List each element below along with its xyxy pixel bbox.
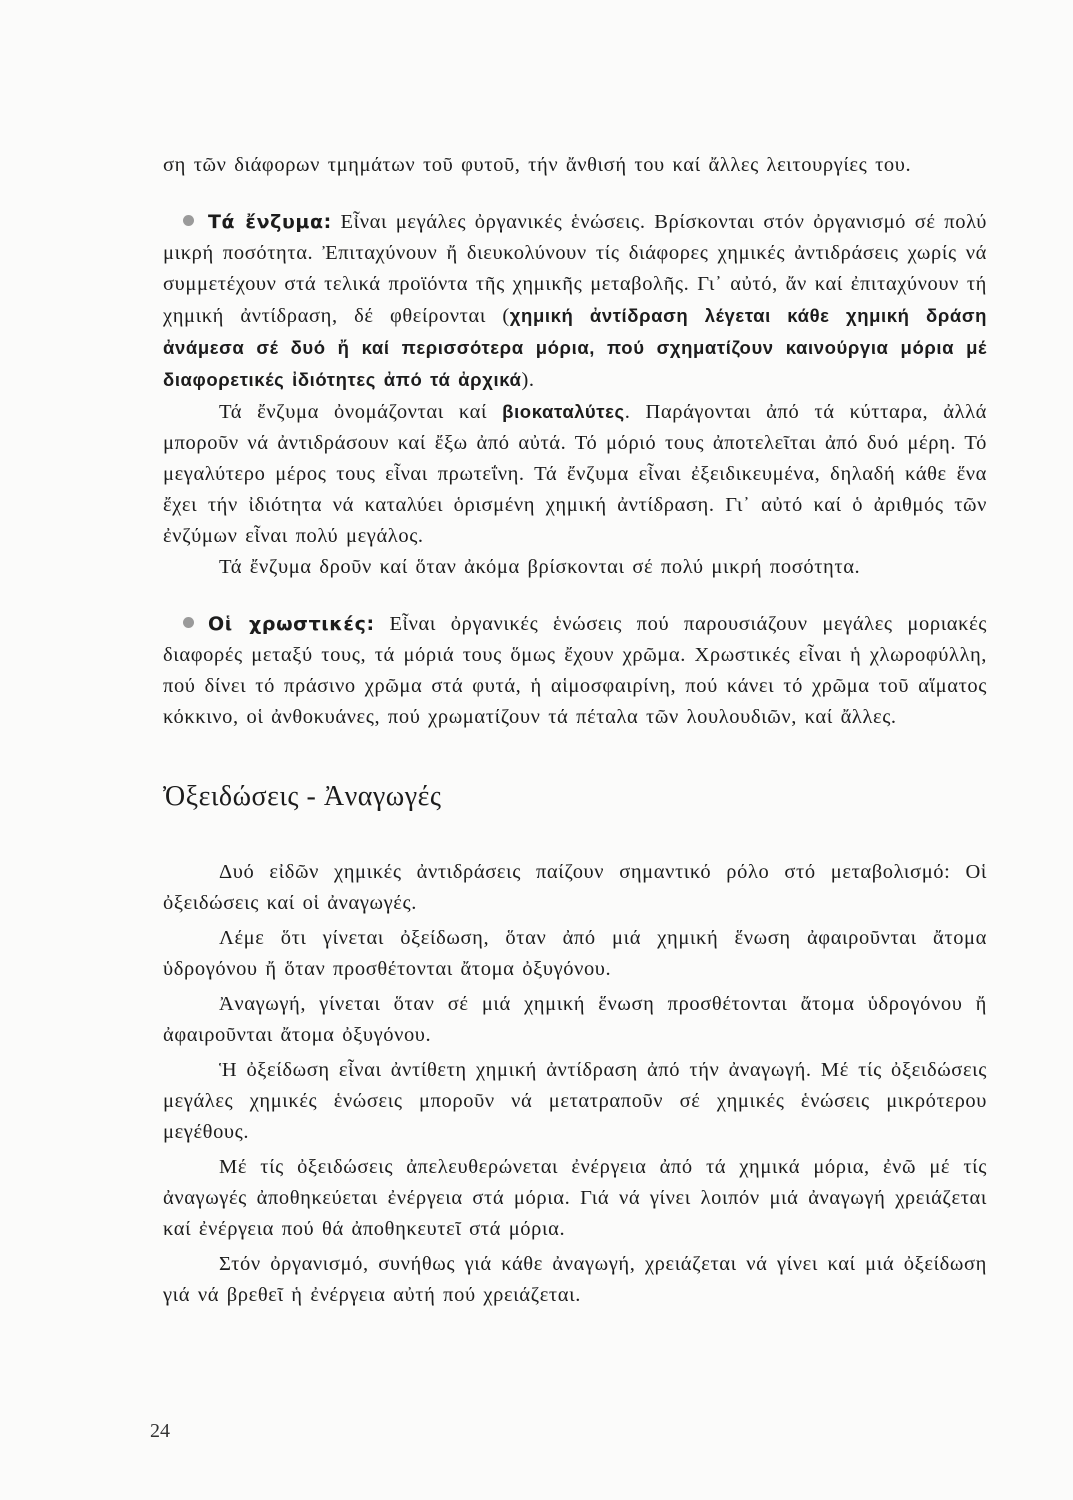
enzymes-paragraph-2: [163, 396, 987, 552]
enzymes-p2-start: Τά ἔνζυμα ὀνομάζονται καί: [219, 401, 503, 423]
section-paragraph-4: Ἡ ὀξείδωση εἶναι ἀντίθετη χημική ἀντίδραση ἀπό τήν ἀναγωγή. Μέ τίς ὀξειδώσεις μεγάλες χημικές ἑνώσεις μποροῦν νά μετατραποῦν σέ χημικές ἑνώσεις μικρότερου μεγέθους.: [163, 1059, 987, 1143]
section-paragraph-5: Μέ τίς ὀξειδώσεις ἀπελευθερώνεται ἐνέργεια ἀπό τά χημικά μόρια, ἐνῶ μέ τίς ἀναγωγές ἀποθηκεύεται ἐνέργεια στά μόρια. Γιά νά γίνει λοιπόν μιά ἀναγωγή χρειάζεται καί ἐνέργεια πού θά ἀποθηκευτεῖ στά μόρια.: [163, 1156, 987, 1240]
enzymes-term: Τά ἔνζυμα:: [208, 211, 332, 233]
enzymes-paragraph-3: Τά ἔνζυμα δροῦν καί ὅταν ἀκόμα βρίσκονται σέ πολύ μικρή ποσότητα.: [219, 556, 861, 578]
enzymes-intro: Εἶναι μεγάλες ὀργανικές ἑνώσεις. Βρίσκονται στόν ὀργανισμό σέ πολύ μικρή ποσότητα. Ἐπιταχύνουν ἤ διευκολύνουν τίς διάφορες χημικές ἀντιδράσεις χωρίς νά συμμετέχουν στά τελικά προϊόντα τῆς χημικῆς μεταβολῆς. Γι᾽ αὐτό, ἄν καί ἐπιταχύνουν τή χημική ἀντίδραση, δέ φθείρονται (: [163, 211, 987, 327]
enzymes-close: ).: [521, 369, 535, 391]
pigments-term: Οἱ χρωστικές:: [208, 613, 375, 635]
pigments-paragraph: [163, 609, 987, 733]
enzymes-p2-rest: . Παράγονται ἀπό τά κύτταρα, ἀλλά μποροῦν νά ἀντιδράσουν καί ἔξω ἀπό αὐτά. Τό μόριό τους ἀποτελεῖται ἀπό δυό μέρη. Τό μεγαλύτερο μέρος τους εἶναι πρωτεΐνη. Τά ἔνζυμα εἶναι ἐξειδικευμένα, δηλαδή κάθε ἕνα ἔχει τήν ἰδιότητα νά καταλύει ὁρισμένη χημική ἀντίδραση. Γι᾽ αὐτό καί ὁ ἀριθμός τῶν ἐνζύμων εἶναι πολύ μεγάλος.: [163, 401, 987, 547]
section-paragraph-2: Λέμε ὅτι γίνεται ὀξείδωση, ὅταν ἀπό μιά χημική ἕνωση ἀφαιροῦνται ἄτομα ὑδρογόνου ἤ ὅταν προσθέτονται ἄτομα ὀξυγόνου.: [163, 927, 987, 980]
continued-text: ση τῶν διάφορων τμημάτων τοῦ φυτοῦ, τήν ἄνθισή του καί ἄλλες λειτουργίες του.: [163, 154, 912, 176]
biocatalysts-term: βιοκαταλύτες: [502, 401, 625, 422]
page-body: [163, 150, 987, 1311]
section-paragraph-3: Ἀναγωγή, γίνεται ὅταν σέ μιά χημική ἕνωση προσθέτονται ἄτομα ὑδρογόνου ἤ ἀφαιροῦνται ἄτομα ὀξυγόνου.: [163, 993, 987, 1046]
section-paragraph-1: Δυό εἰδῶν χημικές ἀντιδράσεις παίζουν σημαντικό ρόλο στό μεταβολισμό: Οἱ ὀξειδώσεις καί οἱ ἀναγωγές.: [163, 861, 987, 914]
section-paragraph-6: Στόν ὀργανισμό, συνήθως γιά κάθε ἀναγωγή, χρειάζεται νά γίνει καί μιά ὀξείδωση γιά νά βρεθεῖ ἡ ἐνέργεια αὐτή πού χρειάζεται.: [163, 1253, 987, 1306]
page-number: 24: [150, 1420, 170, 1442]
bullet-icon: [183, 617, 194, 628]
enzymes-paragraph: [163, 207, 987, 396]
bullet-icon: [183, 215, 194, 226]
chemical-reaction-definition: χημική ἀντίδραση λέγεται κάθε χημική δράση ἀνάμεσα σέ δυό ἤ καί περισσότερα μόρια, πού σχηματίζουν καινούργια μόρια μέ διαφορετικές ἰδιότητες ἀπό τά ἀρχικά: [163, 305, 987, 390]
section-heading: Ὀξειδώσεις - Ἀναγωγές: [163, 781, 442, 812]
pigments-text: Εἶναι ὀργανικές ἑνώσεις πού παρουσιάζουν μεγάλες μοριακές διαφορές μεταξύ τους, τά μόριά τους ὅμως ἔχουν χρῶμα. Χρωστικές εἶναι ἡ χλωροφύλλη, πού δίνει τό πράσινο χρῶμα στά φυτά, ἡ αἱμοσφαιρίνη, πού κάνει τό χρῶμα τοῦ αἵματος κόκκινο, οἱ ἀνθοκυάνες, πού χρωματίζουν τά πέταλα τῶν λουλουδιῶν, καί ἄλλες.: [163, 613, 987, 728]
